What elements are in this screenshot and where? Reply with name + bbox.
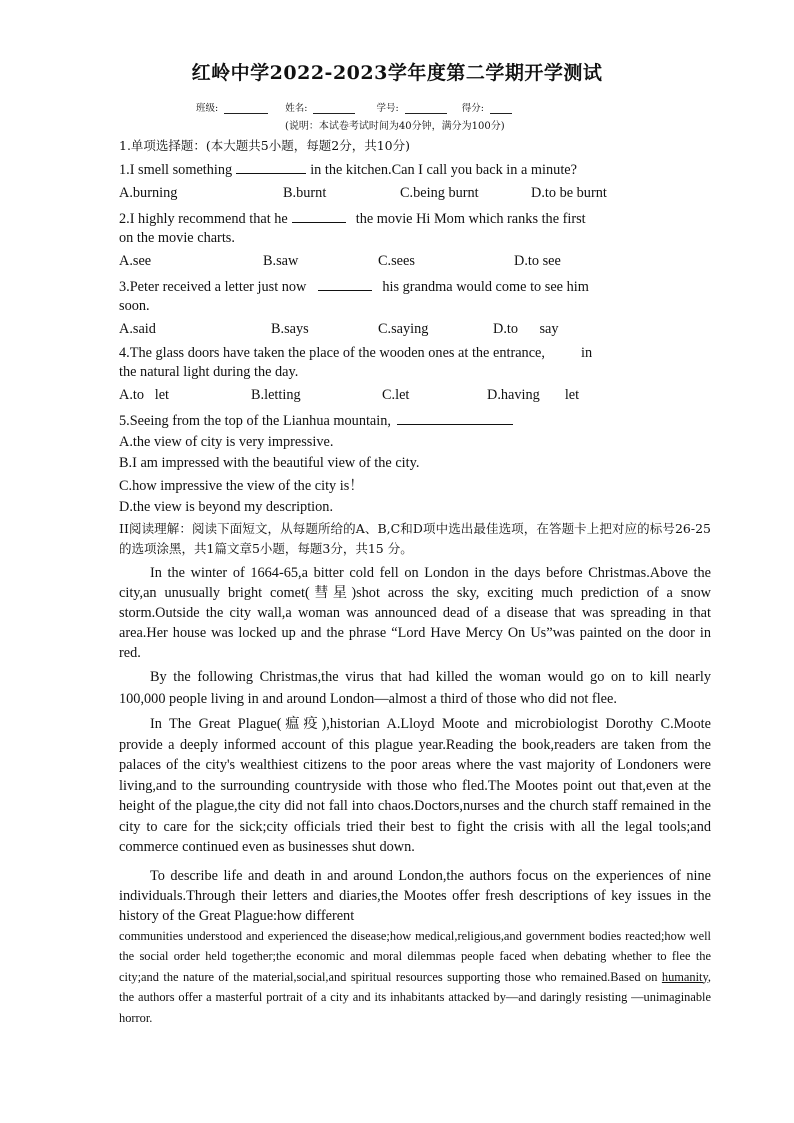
question-3 (119, 276, 711, 316)
question-5-option-d[interactable]: D.the view is beyond my description. (119, 499, 334, 515)
class-field[interactable] (224, 103, 268, 114)
passage-paragraph-1: In the winter of 1664-65,a bitter cold fell on London in the days before Christmas.Above the city,an unusually bright comet(彗星)shot across the sky, exciting much prediction of a snow storm.Outside the city wall,a woman was announced dead of a disease that was spreading in that area.Her house was locked up and the phrase “Lord Have Mercy On Us”was painted on the door in red. (119, 565, 711, 661)
option-a[interactable]: A.see (119, 253, 152, 269)
question-5-option-a[interactable]: A.the view of city is very impressive. (119, 434, 334, 450)
option-d[interactable]: D.to see (514, 253, 561, 269)
question-stem: 2.I highly recommend that he (119, 211, 288, 227)
option-c[interactable]: C.saying (378, 321, 429, 337)
score-field[interactable] (490, 103, 512, 114)
question-5-option-b[interactable]: B.I am impressed with the beautiful view of the city. (119, 455, 420, 471)
question-stem: 4.The glass doors have taken the place of the wooden ones at the entrance, (119, 345, 545, 361)
question-4 (119, 344, 711, 382)
option-a[interactable]: A.burning (119, 185, 178, 201)
option-d[interactable]: D.having let (487, 387, 580, 403)
question-1-options (119, 184, 711, 203)
passage-text-end: the authors offer a masterful portrait of a city and its inhabitants attacked by—and daringly resisting —unimaginable horror. (119, 990, 711, 1025)
passage-text: communities understood and experienced the disease;how medical,religious,and government bodies reacted;how well the social order held together;the economic and moral dilemmas people faced when debating whether to flee the city;and the nature of the material,social,and spiritual resources supporting those who remained.Based on (119, 928, 711, 984)
answer-blank (397, 410, 513, 425)
exam-note: (说明：本试卷考试时间为40分钟，满分为100分) (285, 121, 505, 132)
option-b[interactable]: B.burnt (283, 185, 327, 201)
question-stem-end: in the kitchen.Can I call you back in a minute? (310, 162, 577, 178)
option-c[interactable]: C.sees (378, 253, 415, 269)
number-field[interactable] (405, 103, 447, 114)
question-2-options (119, 252, 711, 271)
question-stem: 3.Peter received a letter just now (119, 279, 307, 295)
passage-paragraph-3: In The Great Plague(瘟疫),historian A.Lloyd Moote and microbiologist Dorothy C.Moote provide a deeply informed account of this plague year.Reading the book,readers are taken from the palaces of the city's wealthiest citizens to the poor areas where the vast majority of Londoners were living,and to the surrounding countryside with those who fled.The Mootes point out that,even at the height of the plague,the city did not fall into chaos.Doctors,nurses and the church staff remained in the city to care for the sick;city officials tried their best to fight the crisis with all the legal tools;and commerce continued even as businesses shut down. (119, 716, 711, 855)
option-a[interactable]: A.to let (119, 387, 170, 403)
question-3-options (119, 320, 711, 339)
question-5-option-c[interactable]: C.how impressive the view of the city is！ (119, 478, 364, 494)
question-stem: 1.I smell something (119, 162, 233, 178)
option-b[interactable]: B.says (271, 321, 309, 337)
name-field[interactable] (313, 103, 355, 114)
option-d[interactable]: D.to be burnt (531, 185, 607, 201)
passage-paragraph-4-continued (119, 926, 711, 1029)
score-label: 得分: (461, 103, 484, 114)
option-b[interactable]: B.letting (251, 387, 301, 403)
number-label: 学号: (376, 103, 399, 114)
question-stem-line2: on the movie charts. (119, 230, 235, 246)
section1-heading: 1.单项选择题：(本大题共5小题，每题2分，共10分) (119, 138, 410, 153)
class-label: 班级: (196, 103, 219, 114)
question-2 (119, 208, 711, 248)
option-d[interactable]: D.to say (493, 321, 559, 337)
answer-blank (318, 276, 372, 291)
exam-content (119, 136, 711, 1032)
option-c[interactable]: C.being burnt (400, 185, 479, 201)
question-stem-line2: the natural light during the day. (119, 364, 299, 380)
question-5 (119, 410, 711, 431)
student-info-line (196, 100, 518, 114)
passage-paragraph-2: By the following Christmas,the virus that had killed the woman would go on to kill nearly 100,000 people living in and around London—almost a third of those who did not flee. (119, 669, 711, 707)
question-stem-end: the movie Hi Mom which ranks the first (355, 211, 586, 227)
name-label: 姓名: (285, 103, 308, 114)
underlined-word: humanity, (661, 969, 711, 984)
answer-blank (292, 208, 346, 223)
page-title: 红岭中学2022-2023学年度第二学期开学测试 (191, 62, 603, 84)
option-b[interactable]: B.saw (263, 253, 299, 269)
option-a[interactable]: A.said (119, 321, 156, 337)
question-stem-end: in (580, 345, 593, 361)
question-1 (119, 159, 711, 180)
option-c[interactable]: C.let (382, 387, 410, 403)
question-stem: 5.Seeing from the top of the Lianhua mountain, (119, 413, 391, 429)
passage-paragraph-4: To describe life and death in and around London,the authors focus on the experiences of nine individuals.Through their letters and diaries,the Mootes offer fresh descriptions of key issues in the history of the Great Plague:how different (119, 867, 711, 924)
question-stem-end: his grandma would come to see him (382, 279, 589, 295)
answer-blank (236, 159, 306, 174)
section2-heading: II阅读理解：阅读下面短文，从每题所给的A、B,C和D项中选出最佳选项，在答题卡上把对应的标号26-25的选项涂黑，共1篇文章5小题，每题3分，共15 分。 (119, 521, 711, 556)
question-4-options (119, 386, 711, 405)
question-stem-line2: soon. (119, 298, 150, 314)
